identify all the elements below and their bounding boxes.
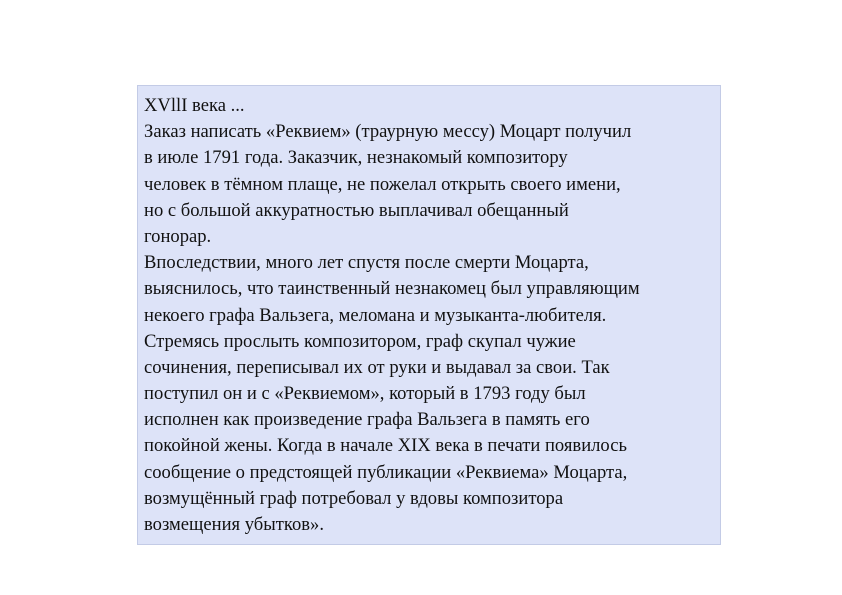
text-line: но с большой аккуратностью выплачивал обещанный xyxy=(144,199,569,221)
text-line: сообщение о предстоящей публикации «Реквиема» Моцарта, xyxy=(144,461,628,483)
text-line: гонорар. xyxy=(144,225,212,247)
text-line: Впоследствии, много лет спустя после смерти Моцарта, xyxy=(144,252,589,274)
text-line: Стремясь прослыть композитором, граф скупал чужие xyxy=(144,330,576,352)
text-line: возмущённый граф потребовал у вдовы композитора xyxy=(144,487,564,509)
text-line: исполнен как произведение графа Вальзега в память его xyxy=(144,409,590,431)
text-line: некоего графа Вальзега, меломана и музыканта-любителя. xyxy=(144,304,607,326)
text-line: Заказ написать «Реквием» (траурную мессу) Моцарт получил xyxy=(144,121,632,143)
text-line: покойной жены. Когда в начале XIX века в печати появилось xyxy=(144,435,627,457)
text-line: поступил он и с «Реквиемом», который в 1793 году был xyxy=(144,383,586,405)
text-box xyxy=(137,85,721,545)
text-line: человек в тёмном плаще, не пожелал открыть своего имени, xyxy=(144,173,621,195)
text-line: выяснилось, что таинственный незнакомец был управляющим xyxy=(144,278,640,300)
text-line: XVllI века ... xyxy=(144,95,245,116)
text-line: возмещения убытков». xyxy=(144,514,324,535)
text-line: сочинения, переписывал их от руки и выдавал за свои. Так xyxy=(144,356,610,378)
text-line: в июле 1791 года. Заказчик, незнакомый композитору xyxy=(144,147,568,169)
